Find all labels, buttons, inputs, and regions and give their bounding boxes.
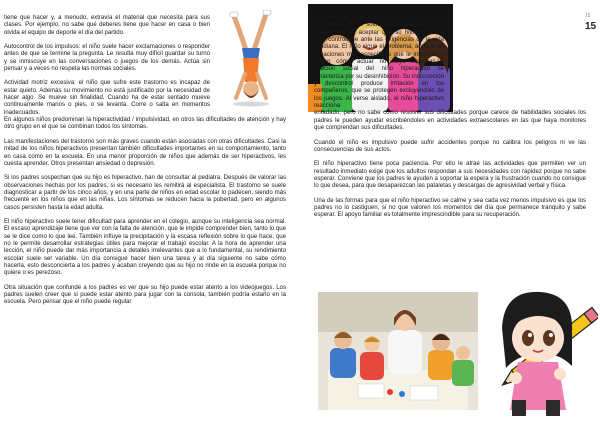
paragraph-diagnosis: Si los padres sospechan que su hijo es hiperactivo, han de consultar al pediatra. Después de valorar las observaciones hechas por los padres, si es necesario les remitirá al especialista. El trastorno se suele diagnosticar a partir de los cinco años, y en una parte de niños en edad escolar lo padecen, siendo más frecuente en los niños que en las niñas. Los síntomas se reducen hacia la pubertad, pero en algunos casos persisten hasta la edad adulta. <box>4 175 286 211</box>
left-text-column <box>4 15 286 307</box>
paragraph-organization: tiene que hacer y, a menudo, extravía el material que necesita para sus clases. Por ejemplo, no sabe qué deberes tiene que hacer en casa o bien olvida el equipo de deporte el día del partido. <box>4 15 210 36</box>
cartoon-girl-pencil-image <box>488 282 598 422</box>
classroom-photo <box>318 292 478 410</box>
page-number: 15 <box>585 21 597 32</box>
paragraph-comorbidity: Las manifestaciones del trastorno son más graves cuando están asociadas con otras dificultades. Casi la mitad de los niños hiperactivos presentan también dificultades importantes en su comportamiento, tanto en casa como en la escuela. En una menor proporción de niños que además de ser hiperactivos, les cuesta aprender. Otros presentan ansiedad o depresión. <box>4 138 287 167</box>
paragraph-accidents: Cuando el niño es impulsivo puede sufrir accidentes porque no calibra los peligros ni ve las consecuencias de sus actos. <box>314 139 586 153</box>
paragraph-impulse-control: Autocontrol de los impulsos: el niño suele hacer exclamaciones o responder antes de que se termine la pregunta. Le resulta muy difícil guardar su turno y se inmiscuye en las conversaciones o juegos de los demás. Actúa sin pensar y a veces no respeta las normas sociales. <box>4 44 210 73</box>
paragraph-social-skills: enfadado, pero no sabe como resolver sus dificultades porque carece de habilidades sociales los padres le pueden ayudar escribiéndoles en actividades extraescolares en las que haya monitores que comprendan sus dificultades. <box>314 110 586 132</box>
paragraph-learning: El niño hiperactivo suele tener dificultad para aprender en el colegio, aunque su inteligencia sea normal. El escaso aprendizaje tiene que ver con la falta de atención, que le impide comprender bien, tanto lo que se le dice como lo que lee. También influye la precipitación y la escasa reflexión sobre lo que hace, que no le permite desarrollar estrategias útiles para mejorar el trabajo escolar. A la hora de aprender una lección, el niño puede dar más importancia a detalles irrelevantes que a lo fundamental, su rendimiento escolar suele ser variable. Un día consigue hacer bien una tarea y al día siguiente no sabe cómo hacerla, esto desconcierta a los padres y acaban creyendo que su hijo no rinde en la escuela porque no quiere o es perezoso. <box>4 218 286 277</box>
paragraph-voluntary-symptoms: sus síntomas a voluntad es un error que aleja a los padres de la solución del problema. Los padres han de aceptar que su hijo no puede auto controlarse ante las exigencias de la vida cotidiana. El niño sigue el problema, aunque en situaciones muy específicas que le interesan y saben cómo actuar no haya síntomas.La relación social del niño hiperactivo se caracteriza por su desinhibición. Su indiscreción y descontrol produce irritación en los compañeros, que se protegen excluyéndolo de los juegos. Al verse aislado, el niño hiperactivo reacciona <box>314 15 444 110</box>
paragraph-family-support: Una de las formas para que el niño hiperactivo se calme y sea cada vez menos impulsivo es que los padres no lo castiguen, si no que valoren los momentos del día que permanece tranquilo y sabe esperar. El apoyo familiar es totalmente imprescindible para su recuperación. <box>314 197 586 219</box>
paragraph-videogames: Otra situación que confunde a los padres es ver que su hijo puede estar atento a los videojuegos. Los padres suelen creer que si puede estar atento para jugar con la consola, también podría estarlo en la escuela. Pero pensar que el niño puede regular <box>4 284 286 306</box>
paragraph-patience: El niño hiperactivo tiene poca paciencia. Por ello le atrae las actividades que permiten ver un resultado inmediato exige que los adultos respondan a sus necesidades con rapidez porque no sabe esperar. Conviene que los padres le ayuden a soportar la espera y la frustración cuando no consigue lo que desea, para que desaparezcan las pataletas y descargas de agresividad verbal y física. <box>314 161 586 190</box>
right-text-column <box>314 0 586 227</box>
paragraph-subtypes: En algunos niños predominan la hiperactividad / impulsividad, en otros las dificultades de atención y hay otro grupo en el que se combinan todos los síntomas. <box>4 117 286 131</box>
paragraph-motor-activity: Actividad motriz excesiva: el niño que sufre este trastorno es incapaz de estar quieto. Además su movimiento no está justificado por la necesidad de hacer algo. Se mueve sin finalidad. Cuando ha de estar sentado mueve continuamente manos o pies, o se levanta. Corre o salta en momentos inadecuados. <box>4 80 210 116</box>
page-number-small: 15 <box>585 13 591 19</box>
